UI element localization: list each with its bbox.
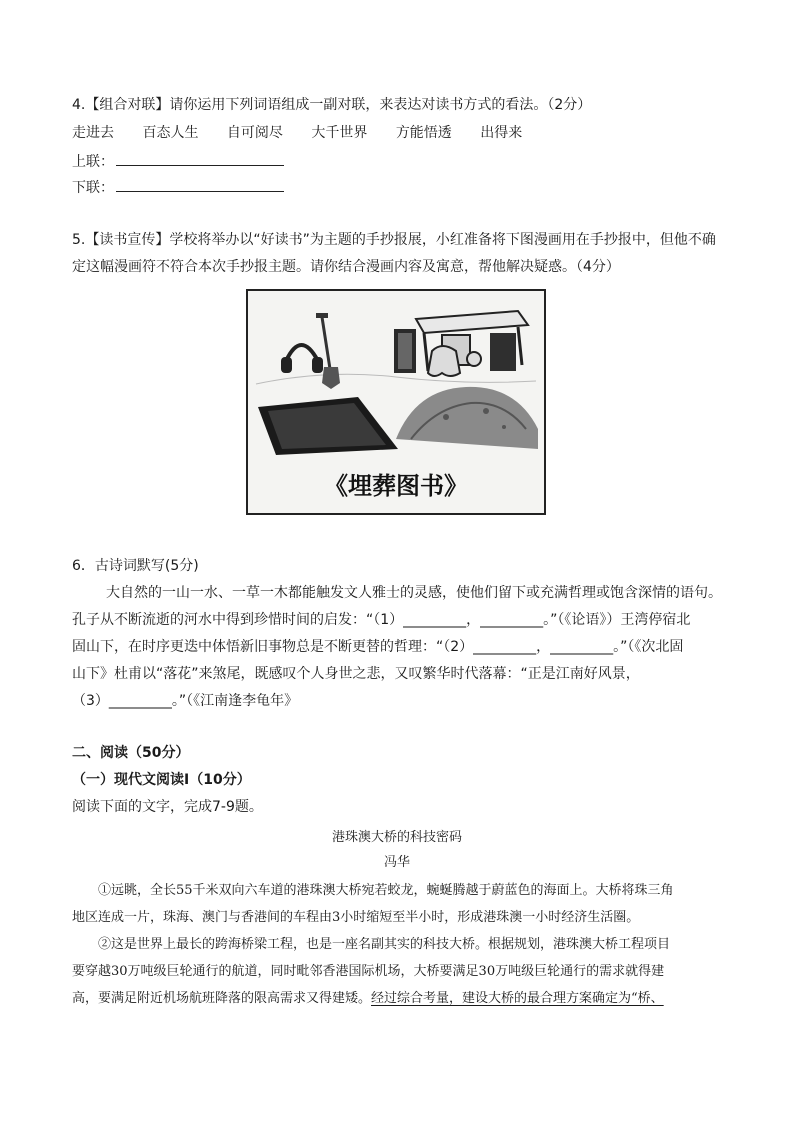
q4-word: 百态人生 — [142, 125, 199, 141]
q4-word: 走进去 — [72, 125, 114, 141]
cartoon-caption: 《埋葬图书》 — [324, 471, 468, 500]
article-p2-line-3 — [72, 989, 664, 1009]
q6-title: 6．古诗词默写(5分) — [72, 558, 199, 574]
section-2-subtitle: （一）现代文阅读Ⅰ（10分） — [72, 772, 251, 788]
q4-upper-label: 上联： — [72, 154, 114, 170]
q6-line-4: 山下》杜甫以“落花”来煞尾，既感叹个人身世之悲，又叹繁华时代落幕：“正是江南好风景， — [72, 666, 640, 682]
article-underlined-sentence: 经过综合考量，建设大桥的最合理方案确定为“桥、 — [371, 991, 664, 1006]
q4-word: 自可阅尽 — [226, 125, 283, 141]
article-title: 港珠澳大桥的科技密码 — [331, 830, 462, 845]
q6-line-2: 孔子从不断流逝的河水中得到珍惜时间的启发：“（1）_________，_________。”（《论语》）王湾停宿北 — [72, 612, 691, 628]
article-p2-line-1: ②这是世界上最长的跨海桥梁工程，也是一座名副其实的科技大桥。根据规划，港珠澳大桥工程项目 — [98, 937, 671, 952]
article-p1-line-1: ①远眺，全长55千米双向六车道的港珠澳大桥宛若蛟龙，蜿蜒腾越于蔚蓝色的海面上。大桥将珠三角 — [98, 883, 674, 898]
section-2-instruction: 阅读下面的文字，完成7-9题。 — [72, 799, 263, 815]
q6-line-1: 大自然的一山一水、一草一木都能触发文人雅士的灵感，使他们留下或充满哲理或饱含深情的语句。 — [106, 585, 722, 601]
article-author: 冯华 — [383, 855, 410, 870]
q6-line-3: 固山下，在时序更迭中体悟新旧事物总是不断更替的哲理：“（2）_________，_________。”（《次北固 — [72, 639, 684, 655]
article-p2-line-3-text: 高，要满足附近机场航班降落的限高需求又得建矮。 — [72, 991, 372, 1006]
cartoon-figure — [246, 289, 546, 515]
q4-word: 方能悟透 — [395, 125, 452, 141]
q4-lower-blank[interactable] — [116, 177, 284, 192]
q5-line-1: 5.【读书宣传】学校将举办以“好读书”为主题的手抄报展，小红准备将下图漫画用在手抄报中，但他不确 — [72, 232, 716, 248]
cartoon-image — [246, 289, 546, 515]
q5-line-2: 定这幅漫画符不符合本次手抄报主题。请你结合漫画内容及寓意，帮他解决疑惑。（4分） — [72, 259, 620, 275]
q4-lower-label: 下联： — [72, 180, 114, 196]
section-2-title: 二、阅读（50分） — [72, 745, 190, 761]
q4-word: 出得来 — [480, 125, 523, 141]
q4-lower-couplet — [72, 177, 284, 198]
article-p1-line-2: 地区连成一片，珠海、澳门与香港间的车程由3小时缩短至半小时，形成港珠澳一小时经济生活圈。 — [72, 910, 640, 925]
q4-upper-blank[interactable] — [116, 151, 284, 166]
q4-upper-couplet — [72, 151, 284, 172]
article-p2-line-2: 要穿越30万吨级巨轮通行的航道，同时毗邻香港国际机场，大桥要满足30万吨级巨轮通行的需求就得建 — [72, 964, 665, 979]
q4-word: 大千世界 — [311, 125, 368, 141]
q4-word-list — [72, 123, 546, 143]
q6-line-5: （3）_________。”（《江南逢李龟年》 — [72, 693, 299, 709]
q4-title: 4.【组合对联】请你运用下列词语组成一副对联，来表达对读书方式的看法。（2分） — [72, 97, 592, 113]
